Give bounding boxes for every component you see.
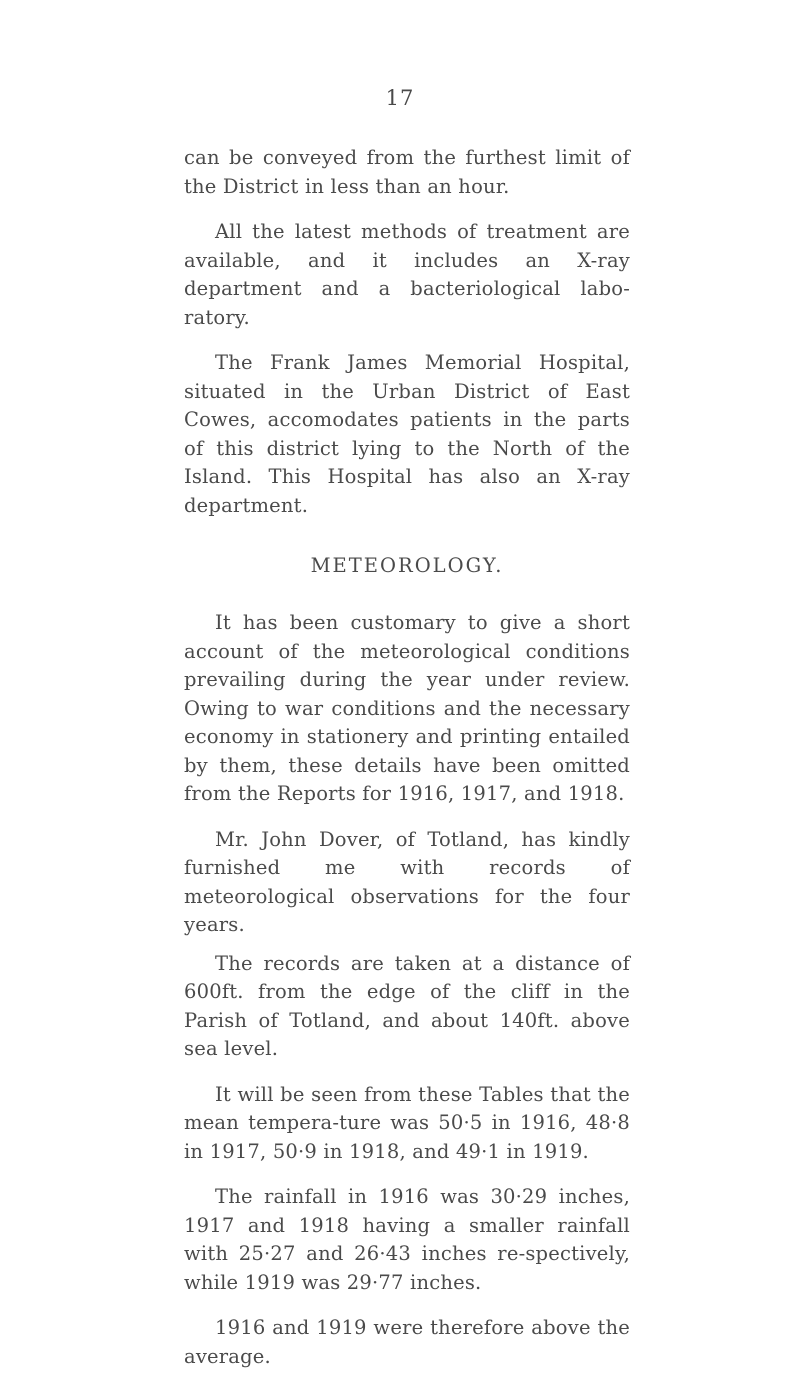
paragraph-frank-james-hospital: The Frank James Memorial Hospital, situated in the Urban District of East Cowes, accomodates patients in the parts of this district lying to the North of the Island. This Hospital has also an X-ray department. bbox=[184, 351, 630, 517]
paragraph-treatment: All the latest methods of treatment are available, and it includes an X-ray department and a bacteriological labo-ratory. bbox=[184, 220, 630, 329]
page-body bbox=[184, 144, 630, 1388]
paragraph-mean-temperature: It will be seen from these Tables that the mean tempera-ture was 50·5 in 1916, 48·8 in 1917, 50·9 in 1918, and 49·1 in 1919. bbox=[184, 1082, 630, 1163]
paragraph-records-location: The records are taken at a distance of 600ft. from the edge of the cliff in the Parish of Totland, and about 140ft. above sea level. bbox=[184, 951, 630, 1060]
paragraph-customary-account: It has been customary to give a short account of the meteorological conditions prevailing during the year under review. Owing to war conditions and the necessary economy in stationery and printing entailed by them, these details have been omitted from the Reports for 1916, 1917, and 1918. bbox=[184, 611, 630, 805]
page-number: 17 bbox=[385, 86, 415, 110]
section-heading-meteorology: METEOROLOGY. bbox=[310, 554, 504, 577]
paragraph-john-dover: Mr. John Dover, of Totland, has kindly furnished me with records of meteorological observations for the four years. bbox=[184, 827, 630, 936]
paragraph-above-average: 1916 and 1919 were therefore above the average. bbox=[184, 1316, 630, 1368]
paragraph-conveyance: can be conveyed from the furthest limit of the District in less than an hour. bbox=[184, 146, 630, 198]
paragraph-rainfall: The rainfall in 1916 was 30·29 inches, 1917 and 1918 having a smaller rainfall with 25·27 and 26·43 inches re-spectively, while 1919 was 29·77 inches. bbox=[184, 1185, 630, 1294]
